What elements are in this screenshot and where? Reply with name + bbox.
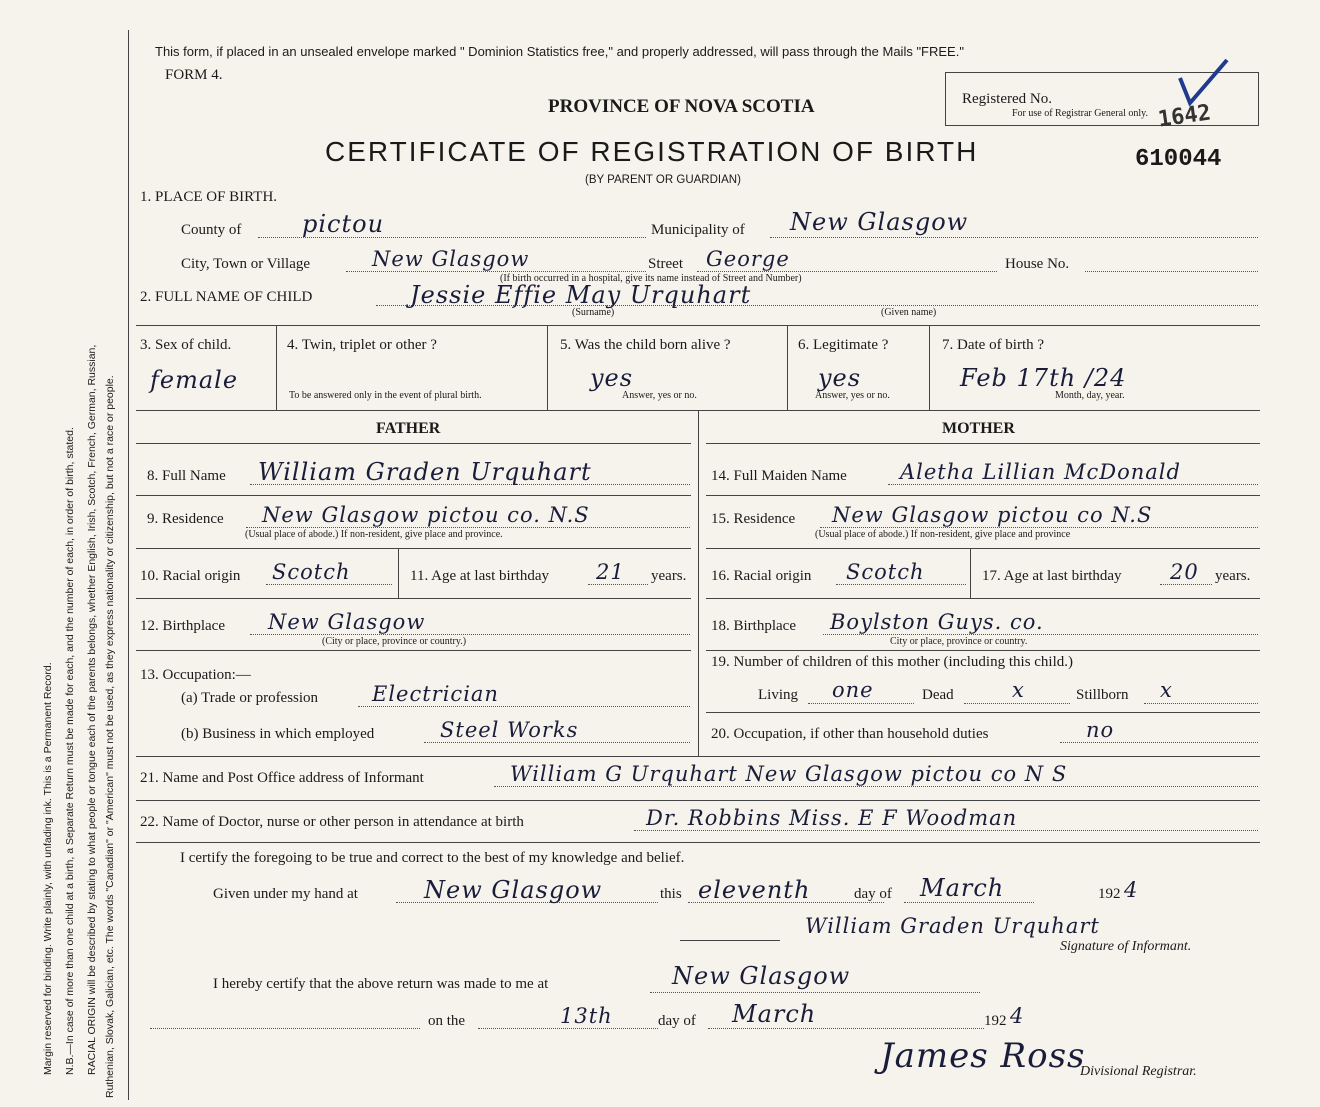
registered-number-handwritten: 1642 <box>1156 100 1213 133</box>
form-number: FORM 4. <box>165 67 223 83</box>
street-value: George <box>706 247 790 271</box>
father-residence-label: 9. Residence <box>147 511 224 527</box>
mother-occupation-label: 20. Occupation, if other than household duties <box>711 726 989 742</box>
signature-caption: Signature of Informant. <box>1060 939 1192 954</box>
rule <box>136 756 1260 757</box>
day-of-label: day of <box>854 886 892 902</box>
reg-day-value: 13th <box>560 1004 613 1028</box>
stillborn-value: x <box>1160 678 1173 702</box>
reg-month-value: March <box>732 1000 817 1028</box>
father-name-value: William Graden Urquhart <box>258 458 592 486</box>
rule <box>929 325 930 410</box>
informant-label: 21. Name and Post Office address of Informant <box>140 770 424 786</box>
mother-name-value: Aletha Lillian McDonald <box>900 460 1181 484</box>
registrar-use-note: For use of Registrar General only. <box>1012 108 1148 119</box>
rule <box>136 800 1260 801</box>
hospital-note: (If birth occurred in a hospital, give its name instead of Street and Number) <box>500 273 802 284</box>
registered-label: Registered No. <box>962 91 1052 107</box>
trade-label: (a) Trade or profession <box>181 690 319 706</box>
father-age-value: 21 <box>596 560 625 584</box>
mother-age-value: 20 <box>1170 560 1199 584</box>
page-subtitle: (BY PARENT OR GUARDIAN) <box>585 174 741 186</box>
certify-statement: I certify the foregoing to be true and correct to the best of my knowledge and belief. <box>180 850 685 866</box>
month-value: March <box>920 874 1005 902</box>
business-value: Steel Works <box>440 718 579 742</box>
rule <box>276 325 277 410</box>
mother-residence-label: 15. Residence <box>711 511 796 527</box>
doctor-value: Dr. Robbins Miss. E F Woodman <box>646 806 1018 830</box>
registrar-caption: Divisional Registrar. <box>1080 1064 1197 1079</box>
alive-value: yes <box>590 364 634 392</box>
trade-value: Electrician <box>372 682 499 706</box>
rule <box>706 712 1260 713</box>
city-label: City, Town or Village <box>181 256 311 272</box>
rule <box>136 548 691 549</box>
house-label: House No. <box>1005 256 1070 272</box>
dob-note: Month, day, year. <box>1055 390 1125 401</box>
rule <box>680 940 780 941</box>
place-heading: 1. PLACE OF BIRTH. <box>140 189 278 205</box>
alive-note: Answer, yes or no. <box>622 390 697 401</box>
margin-note-multiple-births: N.B.—In case of more than one child at a birth, a Separate Return must be made for each, and the number of each, in order of birth, stated. <box>64 427 76 1075</box>
margin-note-racial-origin: RACIAL ORIGIN will be described by stating to what people or tongue each of the parents belongs, whether English, Irish, Scotch, French, German, Russian, <box>86 344 98 1075</box>
father-years: years. <box>651 568 687 584</box>
reg-day-of-label: day of <box>658 1013 696 1029</box>
margin-rule <box>128 30 129 1100</box>
on-the-label: on the <box>428 1013 466 1029</box>
dob-label: 7. Date of birth ? <box>942 337 1045 353</box>
municipality-label: Municipality of <box>651 222 745 238</box>
mother-birthplace-label: 18. Birthplace <box>711 618 796 634</box>
sex-value: female <box>150 366 239 394</box>
hereby-statement: I hereby certify that the above return was made to me at <box>213 976 549 992</box>
father-heading: FATHER <box>376 420 441 437</box>
this-label: this <box>660 886 682 902</box>
rule <box>787 325 788 410</box>
rule <box>706 650 1260 651</box>
page-title: CERTIFICATE OF REGISTRATION OF BIRTH <box>325 136 979 167</box>
mother-race-label: 16. Racial origin <box>711 568 812 584</box>
county-value: pictou <box>302 210 385 238</box>
rule <box>706 443 1260 444</box>
living-value: one <box>832 678 874 702</box>
doctor-label: 22. Name of Doctor, nurse or other person in attendance at birth <box>140 814 524 830</box>
father-residence-value: New Glasgow pictou co. N.S <box>262 503 590 527</box>
mail-notice: This form, if placed in an unsealed envelope marked " Dominion Statistics free," and properly addressed, will pass through the Mails "FREE." <box>155 44 964 59</box>
rule <box>136 495 691 496</box>
children-label: 19. Number of children of this mother (including this child.) <box>711 654 1074 670</box>
informant-value: William G Urquhart New Glasgow pictou co N S <box>510 762 1068 786</box>
alive-label: 5. Was the child born alive ? <box>560 337 731 353</box>
father-birthplace-label: 12. Birthplace <box>140 618 225 634</box>
given-name-caption: (Given name) <box>881 307 937 318</box>
municipality-value: New Glasgow <box>790 208 969 236</box>
day-word-value: eleventh <box>698 876 811 904</box>
county-label: County of <box>181 222 242 238</box>
legitimate-label: 6. Legitimate ? <box>798 337 889 353</box>
given-place-value: New Glasgow <box>424 876 603 904</box>
mother-residence-note: (Usual place of abode.) If non-resident, give place and province <box>815 529 1071 540</box>
rule <box>136 325 1260 326</box>
father-birthplace-note: (City or place, province or country.) <box>322 636 467 647</box>
mother-age-label: 17. Age at last birthday <box>982 568 1122 584</box>
dead-label: Dead <box>922 687 954 703</box>
margin-note-binding: Margin reserved for binding. Write plainly, with unfading ink. This is a Permanent Record. <box>42 662 54 1075</box>
rule <box>706 495 1260 496</box>
margin-note-racial-origin-cont: Ruthenian, Slovak, Galician, etc. The words "Canadian" or "American" must not be used, as they express nationality or citizenship, but not a race or people. <box>104 375 116 1098</box>
mother-name-label: 14. Full Maiden Name <box>711 468 847 484</box>
rule <box>706 598 1260 599</box>
mother-heading: MOTHER <box>942 420 1015 437</box>
rule <box>706 548 1260 549</box>
mother-years: years. <box>1215 568 1251 584</box>
occupation-label: 13. Occupation:— <box>140 667 251 683</box>
business-label: (b) Business in which employed <box>181 726 375 742</box>
given-label: Given under my hand at <box>213 886 358 902</box>
father-birthplace-value: New Glasgow <box>268 610 426 634</box>
informant-signature: William Graden Urquhart <box>805 914 1100 938</box>
dob-value: Feb 17th /24 <box>960 364 1127 392</box>
rule <box>547 325 548 410</box>
rule <box>698 410 699 756</box>
rule <box>398 548 399 598</box>
reg-year-prefix: 192 <box>984 1013 1007 1029</box>
year-digit-value: 4 <box>1124 878 1139 902</box>
child-name-label: 2. FULL NAME OF CHILD <box>140 289 313 305</box>
city-value: New Glasgow <box>372 247 530 271</box>
father-residence-note: (Usual place of abode.) If non-resident, give place and province. <box>245 529 503 540</box>
legitimate-value: yes <box>818 364 862 392</box>
twin-note: To be answered only in the event of plural birth. <box>289 390 482 401</box>
father-name-label: 8. Full Name <box>147 468 226 484</box>
serial-number: 610044 <box>1135 146 1222 173</box>
registrar-signature: James Ross <box>880 1036 1086 1076</box>
hereby-place-value: New Glasgow <box>672 962 851 990</box>
father-race-label: 10. Racial origin <box>140 568 241 584</box>
twin-label: 4. Twin, triplet or other ? <box>287 337 437 353</box>
mother-residence-value: New Glasgow pictou co N.S <box>832 503 1153 527</box>
stillborn-label: Stillborn <box>1076 687 1129 703</box>
rule <box>136 443 691 444</box>
living-label: Living <box>758 687 798 703</box>
mother-birthplace-value: Boylston Guys. co. <box>830 610 1044 634</box>
rule <box>136 598 691 599</box>
reg-year-digit-value: 4 <box>1010 1004 1025 1028</box>
rule <box>136 650 691 651</box>
dead-value: x <box>1012 678 1025 702</box>
father-age-label: 11. Age at last birthday <box>410 568 549 584</box>
father-race-value: Scotch <box>272 560 351 584</box>
street-label: Street <box>648 256 683 272</box>
rule <box>970 548 971 598</box>
legitimate-note: Answer, yes or no. <box>815 390 890 401</box>
year-prefix: 192 <box>1098 886 1121 902</box>
surname-caption: (Surname) <box>572 307 615 318</box>
province-heading: PROVINCE OF NOVA SCOTIA <box>548 96 815 117</box>
mother-occupation-value: no <box>1086 718 1115 742</box>
sex-label: 3. Sex of child. <box>140 337 232 353</box>
mother-race-value: Scotch <box>846 560 925 584</box>
rule <box>136 842 1260 843</box>
mother-birthplace-note: City or place, province or country. <box>890 636 1028 647</box>
child-name-value: Jessie Effie May Urquhart <box>410 281 752 309</box>
